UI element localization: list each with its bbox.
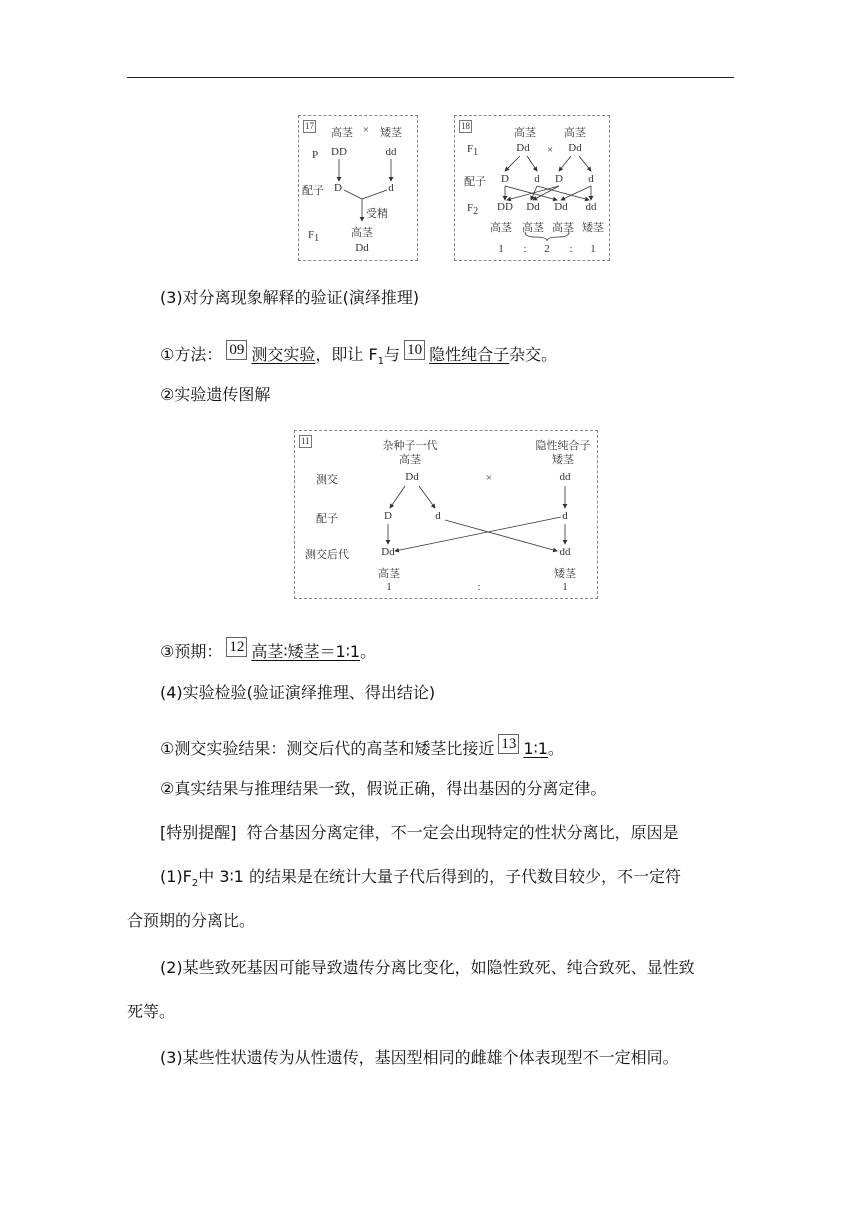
- f1-phenotype: 高茎: [351, 227, 373, 239]
- section-4-title: (4)实验检验(验证演绎推理、得出结论): [160, 683, 436, 702]
- gamete-label: 配子: [302, 185, 324, 197]
- recessive-phenotype: 矮茎: [552, 454, 574, 466]
- genotype-DD: DD: [331, 146, 347, 158]
- ratio-colon-1: :: [523, 243, 527, 255]
- f2-genotype-3: Dd: [554, 201, 568, 213]
- offspring-short: 矮茎: [554, 568, 576, 580]
- result-line: ①测交实验结果：测交后代的高茎和矮茎比接近 13 1∶1。: [160, 736, 564, 758]
- hybrid-label: 杂种子一代: [382, 440, 438, 452]
- gamete-label: 配子: [316, 513, 338, 525]
- f2-phenotype-4: 矮茎: [582, 222, 604, 234]
- figure-18-f2-diagram: [454, 115, 610, 261]
- gamete-d-recessive: d: [562, 510, 568, 522]
- hybrid-phenotype: 高茎: [399, 454, 421, 466]
- ratio-1: 1: [386, 581, 392, 593]
- f2-genotype-2: Dd: [526, 201, 540, 213]
- offspring-label: 测交后代: [305, 549, 349, 561]
- tip-point-1-line-2: 合预期的分离比。: [127, 911, 256, 930]
- diagram-title: ②实验遗传图解: [160, 385, 271, 404]
- f1-label: $F_1$: [308, 229, 320, 245]
- tip-point-2-line-1: (2)某些致死基因可能导致遗传分离比变化，如隐性致死、纯合致死、显性致: [160, 958, 695, 977]
- tip-point-1-line-1: $(1)F_2$中 3∶1 的结果是在统计大量子代后得到的，子代数目较少，不一定符: [160, 867, 681, 890]
- offspring-tall: 高茎: [378, 568, 400, 580]
- gamete-D: D: [334, 182, 342, 194]
- ratio-2: 2: [544, 243, 550, 255]
- offspring-dd: dd: [559, 546, 571, 558]
- answer-badge-13: 13: [498, 734, 519, 754]
- ratio-1: 1: [498, 243, 504, 255]
- parent-short-label: 矮茎: [380, 127, 402, 139]
- figure-number: 18: [461, 121, 470, 131]
- fertilization-label: 受精: [366, 208, 388, 220]
- tip-head: [特别提醒]: [160, 823, 237, 842]
- ratio-2: 1: [562, 581, 568, 593]
- parent-tall-1: 高茎: [514, 127, 536, 139]
- parent-tall-2: 高茎: [564, 127, 586, 139]
- testcross-label: 测交: [316, 474, 338, 486]
- answer-expected-ratio: 高茎∶矮茎＝1∶1: [251, 642, 361, 661]
- f2-genotype-4: dd: [585, 201, 597, 213]
- f2-label: $F_2$: [467, 202, 479, 218]
- figure-number: 17: [305, 121, 314, 131]
- answer-badge-10: 10: [404, 340, 425, 360]
- gamete-1: D: [501, 173, 509, 185]
- f2-genotype-1: DD: [497, 201, 513, 213]
- f2-phenotype-1: 高茎: [490, 222, 512, 234]
- ratio-colon-2: :: [569, 243, 573, 255]
- p-label: P: [311, 149, 319, 161]
- gamete-label: 配子: [464, 176, 486, 188]
- tip-point-3: (3)某些性状遗传为从性遗传，基因型相同的雌雄个体表现型不一定相同。: [160, 1048, 679, 1067]
- figure-17-cross-diagram: [298, 115, 418, 261]
- f1-genotype: Dd: [355, 242, 369, 254]
- recessive-label: 隐性纯合子: [535, 440, 591, 452]
- header-rule: [127, 77, 734, 78]
- section-3-title: (3)对分离现象解释的验证(演绎推理): [160, 288, 420, 307]
- figure-number: 11: [301, 436, 310, 446]
- conclusion-line: ②真实结果与推理结果一致，假说正确，得出基因的分离定律。: [160, 779, 607, 798]
- answer-badge-09: 09: [226, 340, 247, 360]
- gamete-d: d: [388, 182, 394, 194]
- gamete-4: d: [588, 173, 594, 185]
- prediction-line: ③预期： 12 高茎∶矮茎＝1∶1。: [160, 639, 377, 661]
- method-line: ①方法： 09 测交实验，即让 $F_1$与 10 隐性纯合子杂交。: [160, 342, 558, 368]
- gamete-d-hybrid: d: [435, 510, 441, 522]
- answer-badge-12: 12: [226, 637, 247, 657]
- ratio-3: 1: [590, 243, 596, 255]
- tip-intro: [160, 822, 679, 844]
- cross-symbol: ×: [485, 472, 493, 484]
- f2-phenotype-3: 高茎: [552, 222, 574, 234]
- f1-genotype-2: Dd: [568, 142, 582, 154]
- answer-observed-ratio: 1∶1: [523, 739, 548, 758]
- answer-recessive-homozygote: 隐性纯合子: [429, 345, 510, 364]
- cross-symbol: ×: [546, 144, 554, 156]
- genotype-dd: dd: [385, 146, 397, 158]
- f1-label: $F_1$: [467, 143, 479, 159]
- f1-genotype-1: Dd: [516, 142, 530, 154]
- tip-body: 符合基因分离定律，不一定会出现特定的性状分离比，原因是: [246, 823, 679, 842]
- parent-genotype-Dd: Dd: [405, 471, 419, 483]
- figure-11-testcross-diagram: [294, 430, 598, 599]
- gamete-3: D: [555, 173, 563, 185]
- ratio-colon: :: [477, 581, 481, 593]
- offspring-Dd: Dd: [381, 546, 395, 558]
- answer-testcross: 测交实验: [251, 345, 316, 364]
- gamete-2: d: [534, 173, 540, 185]
- gamete-D: D: [384, 510, 392, 522]
- cross-symbol: ×: [362, 124, 370, 136]
- parent-tall-label: 高茎: [331, 127, 353, 139]
- f2-phenotype-2: 高茎: [522, 222, 544, 234]
- tip-point-2-line-2: 死等。: [127, 1002, 176, 1021]
- parent-genotype-dd: dd: [559, 471, 571, 483]
